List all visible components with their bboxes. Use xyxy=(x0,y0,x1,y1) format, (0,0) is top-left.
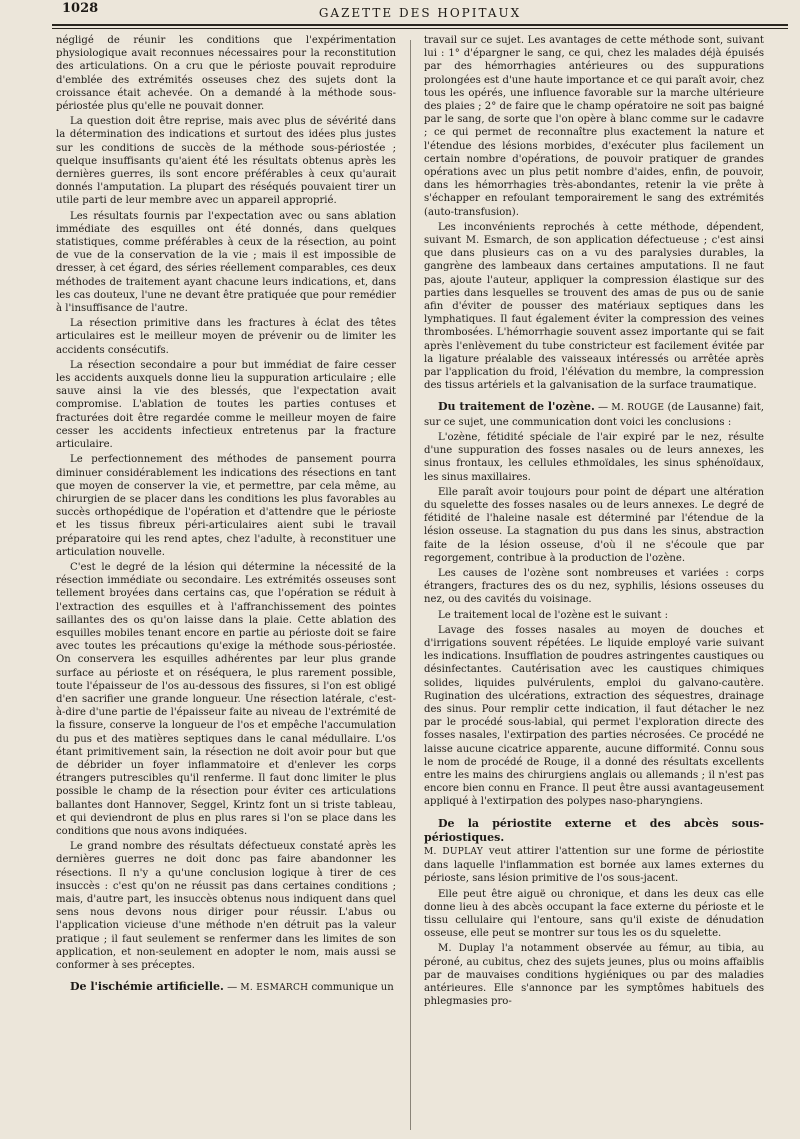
section-text: communique un xyxy=(308,982,394,994)
author-name: M. ESMARCH xyxy=(240,983,309,994)
journal-title: GAZETTE DES HOPITAUX xyxy=(318,6,522,20)
left-column xyxy=(56,34,396,1134)
paragraph: C'est le degré de la lésion qui détermine la nécessité de la résection immédiate ou secondaire. Les extrémités osseuses sont tellement broyées dans certains cas, que l'opération se réduit à l'extraction des esquilles et à l'affranchissement des pointes saillantes des os qu'on laisse dans la plaie. Cette ablation des esquilles mobiles tenant encore en partie au périoste doit se faire avec toutes les précautions qu'exige la méthode sous-périostée. On conservera les esquilles adhérentes par leur plus grande surface au périoste et on réséquera, le plus rarement possible, toute l'épaisseur de l'os au-dessous des fissures, si l'on est obligé d'en sacrifier une grande longueur. Une résection latérale, c'est-à-dire d'une partie de l'épaisseur faite au niveau de l'extrémité de la fissure, conserve la longueur de l'os et empêche l'accumulation du pus et des matières septiques dans le canal médullaire. L'os étant primitivement sain, la résection ne doit avoir pour but que de débrider un foyer inflammatoire et d'enlever les corps étrangers putrescibles qu'il renferme. Il faut donc limiter le plus possible le champ de la résection pour éviter ces articulations ballantes dont Hannover, Seggel, Krintz font un si triste tableau, et qui deviendront de plus en plus rares si l'on se place dans les conditions que nous avons indiquées. xyxy=(56,561,396,837)
right-column xyxy=(424,34,764,1134)
paragraph: Lavage des fosses nasales au moyen de douches et d'irrigations souvent répétées. Le liquide employé varie suivant les indications. Insufflation de poudres astringentes caustiques ou désinfectantes. Cautérisation avec les caustiques chimiques solides, liquides pulvérulents, emploi du galvano-cautère. Rugination des ulcérations, extraction des séquestres, drainage des sinus. Pour remplir cette indication, il faut détacher le nez par le procédé sous-labial, qui permet l'exploration directe des fosses nasales, l'extirpation des parties nécrosées. Ce procédé ne laisse aucune cicatrice apparente, aucune difformité. Connu sous le nom de procédé de Rouge, il a donné des résultats excellents entre les mains des chirurgiens anglais ou allemands ; il n'est pas encore bien connu en France. Il peut être aussi avantageusement appliqué à l'extirpation des polypes naso-pharyngiens. xyxy=(424,624,764,808)
section-periostite xyxy=(424,817,764,886)
paragraph: Les résultats fournis par l'expectation avec ou sans ablation immédiate des esquilles ont été donnés, dans quelques statistiques, comme préférables à ceux de la résection, au point de vue de la conservation de la vie ; mais il est impossible de dresser, à cet égard, des séries réellement comparables, ces deux méthodes de traitement ayant chacune leurs indications, et, dans les cas douteux, l'une ne devant être pratiquée que pour remédier à l'insuffisance de l'autre. xyxy=(56,210,396,315)
page-header xyxy=(52,0,788,34)
paragraph: Les causes de l'ozène sont nombreuses et variées : corps étrangers, fractures des os du nez, syphilis, lésions osseuses du nez, ou des cavités du voisinage. xyxy=(424,567,764,606)
paragraph: Le grand nombre des résultats défectueux constaté après les dernières guerres ne doit donc pas faire abandonner les résections. Il n'y a qu'une conclusion logique à tirer de ces insuccès : c'est qu'on ne réussit pas dans certaines conditions ; mais, d'autre part, les insuccès obtenus nous indiquent dans quel sens nous devons nous diriger pour réussir. L'abus ou l'application vicieuse d'une méthode n'en détruit pas la valeur pratique ; il faut seulement se renfermer dans les limites de son application, et non-seulement en adopter le nom, mais aussi se conformer à ses préceptes. xyxy=(56,841,396,972)
section-text: veut attirer l'attention sur une forme de périostite dans laquelle l'inflammation est bornée aux lames externes du périoste, sans lésion primitive de l'os sous-jacent. xyxy=(424,845,764,885)
paragraph: La résection primitive dans les fractures à éclat des têtes articulaires est le meilleur moyen de prévenir ou de limiter les accidents consécutifs. xyxy=(56,318,396,356)
paragraph: Le traitement local de l'ozène est le suivant : xyxy=(438,609,669,621)
header-rule xyxy=(52,24,788,26)
section-title: De l'ischémie artificielle. xyxy=(70,980,224,994)
header-rule-thin xyxy=(52,28,788,29)
paragraph: Les inconvénients reprochés à cette méthode, dépendent, suivant M. Esmarch, de son application défectueuse ; c'est ainsi que dans plusieurs cas on a vu des paralysies durables, la gangrène des lambeaux dans certaines amputations. Il ne faut pas, ajoute l'auteur, appliquer la compression élastique sur des parties dans lesquelles se trouvent des amas de pus ou de sanie afin d'éviter de pousser des matériaux septiques dans les lymphatiques. Il faut également éviter la compression des veines thrombosées. L'hémorrhagie souvent assez importante qui se fait après l'enlèvement du tube constricteur est facilement évitée par la ligature préalable des vaisseaux intéressés ou arrêtée après par l'application du froid, l'élévation du membre, la compression des tissus artériels et la galvanisation de la surface traumatique. xyxy=(424,221,764,392)
paragraph: Le perfectionnement des méthodes de pansement pourra diminuer considérablement les indications des résections en tant que moyen de conserver la vie, et permettre, par cela même, au chirurgien de se placer dans les conditions les plus favorables au succès orthopédique de l'opération et d'attendre que le périoste et les tissus fibreux péri-articulaires aient subi le travail préparatoire qui les rend aptes, chez l'adulte, à reconstituer une articulation nouvelle. xyxy=(56,454,396,558)
dash: — xyxy=(223,982,241,994)
paragraph: négligé de réunir les conditions que l'expérimentation physiologique avait reconnues nécessaires pour la reconstitution des articulations. On a cru que le périoste pouvait reproduire d'emblée des extrémités osseuses chez des sujets dont la croissance était achevée. On a demandé à la méthode sous-périostée plus qu'elle ne pouvait donner. xyxy=(56,35,396,113)
section-ischemie xyxy=(56,980,396,995)
author-name: M. DUPLAY xyxy=(424,846,484,857)
paragraph: Elle peut être aiguë ou chronique, et dans les deux cas elle donne lieu à des abcès occupant la face externe du périoste et le tissu cellulaire qui l'entoure, sans qu'il existe de dénudation osseuse, elle peut se montrer sur tous les os du squelette. xyxy=(424,888,764,940)
section-title: Du traitement de l'ozène. xyxy=(438,400,595,414)
author-name: M. ROUGE xyxy=(611,403,665,414)
section-ozene xyxy=(424,400,764,428)
paragraph: L'ozène, fétidité spéciale de l'air expiré par le nez, résulte d'une suppuration des fosses nasales ou de leurs annexes, les sinus frontaux, les cellules ethmoïdales, les sinus sphénoïdaux, les sinus maxillaires. xyxy=(424,431,764,483)
column-divider xyxy=(410,40,411,1130)
paragraph: La question doit être reprise, mais avec plus de sévérité dans la détermination des indications et surtout des idées plus justes sur les conditions de succès de la méthode sous-périostée ; quelque insuffisants qu'aient été les résultats obtenus après les dernières guerres, ils sont encore préférables à ceux qu'aurait donnés l'amputation. La plupart des réséqués pouvaient tirer un utile parti de leur membre avec un appareil approprié. xyxy=(56,116,396,207)
paragraph: travail sur ce sujet. Les avantages de cette méthode sont, suivant lui : 1° d'épargner le sang, ce qui, chez les malades déjà épuisés par des hémorrhagies antérieures ou des suppurations prolongées est d'une haute importance et ce qui paraît avoir, chez tous les opérés, une influence favorable sur la marche ultérieure des plaies ; 2° de faire que le champ opératoire ne soit pas baigné par le sang, de sorte que l'on opère à blanc comme sur le cadavre ; ce qui permet de reconnaître plus exactement la nature et l'étendue des lésions morbides, d'exécuter plus facilement un certain nombre d'opérations, de pouvoir pratiquer de grandes opérations avec un plus petit nombre d'aides, enfin, de pouvoir, dans les hémorrhagies très-abondantes, retenir la vie prête à s'échapper en refoulant temporairement le sang des extrémités (auto-transfusion). xyxy=(424,35,764,218)
section-text: (de Lausanne) fait, sur ce sujet, une communication dont voici les conclusions : xyxy=(424,402,764,428)
dash: — xyxy=(594,402,612,414)
section-title: De la périostite externe et des abcès sous-périostiques. xyxy=(424,816,764,844)
paragraph: Elle paraît avoir toujours pour point de départ une altération du squelette des fosses nasales ou de leurs annexes. Le degré de fétidité de l'haleine nasale est déterminé par l'étendue de la lésion osseuse. La stagnation du pus dans les sinus, abstraction faite de la lésion osseuse, d'où il ne s'écoule que par regorgement, contribue à la production de l'ozène. xyxy=(424,486,764,564)
paragraph: La résection secondaire a pour but immédiat de faire cesser les accidents auxquels donne lieu la suppuration articulaire ; elle sauve ainsi la vie des blessés, que l'expectation avait compromise. L'ablation de toutes les parties contuses et fracturées doit être regardée comme le meilleur moyen de faire cesser les accidents infectieux entretenus par la fracture articulaire. xyxy=(56,359,396,451)
paragraph: M. Duplay l'a notamment observée au fémur, au tibia, au péroné, au cubitus, chez des sujets jeunes, plus ou moins affaiblis par de mauvaises conditions hygiéniques ou par des maladies antérieures. Elle s'annonce par les symptômes habituels des phlegmasies pro- xyxy=(424,943,764,1008)
page-number: 1028 xyxy=(62,1,99,16)
